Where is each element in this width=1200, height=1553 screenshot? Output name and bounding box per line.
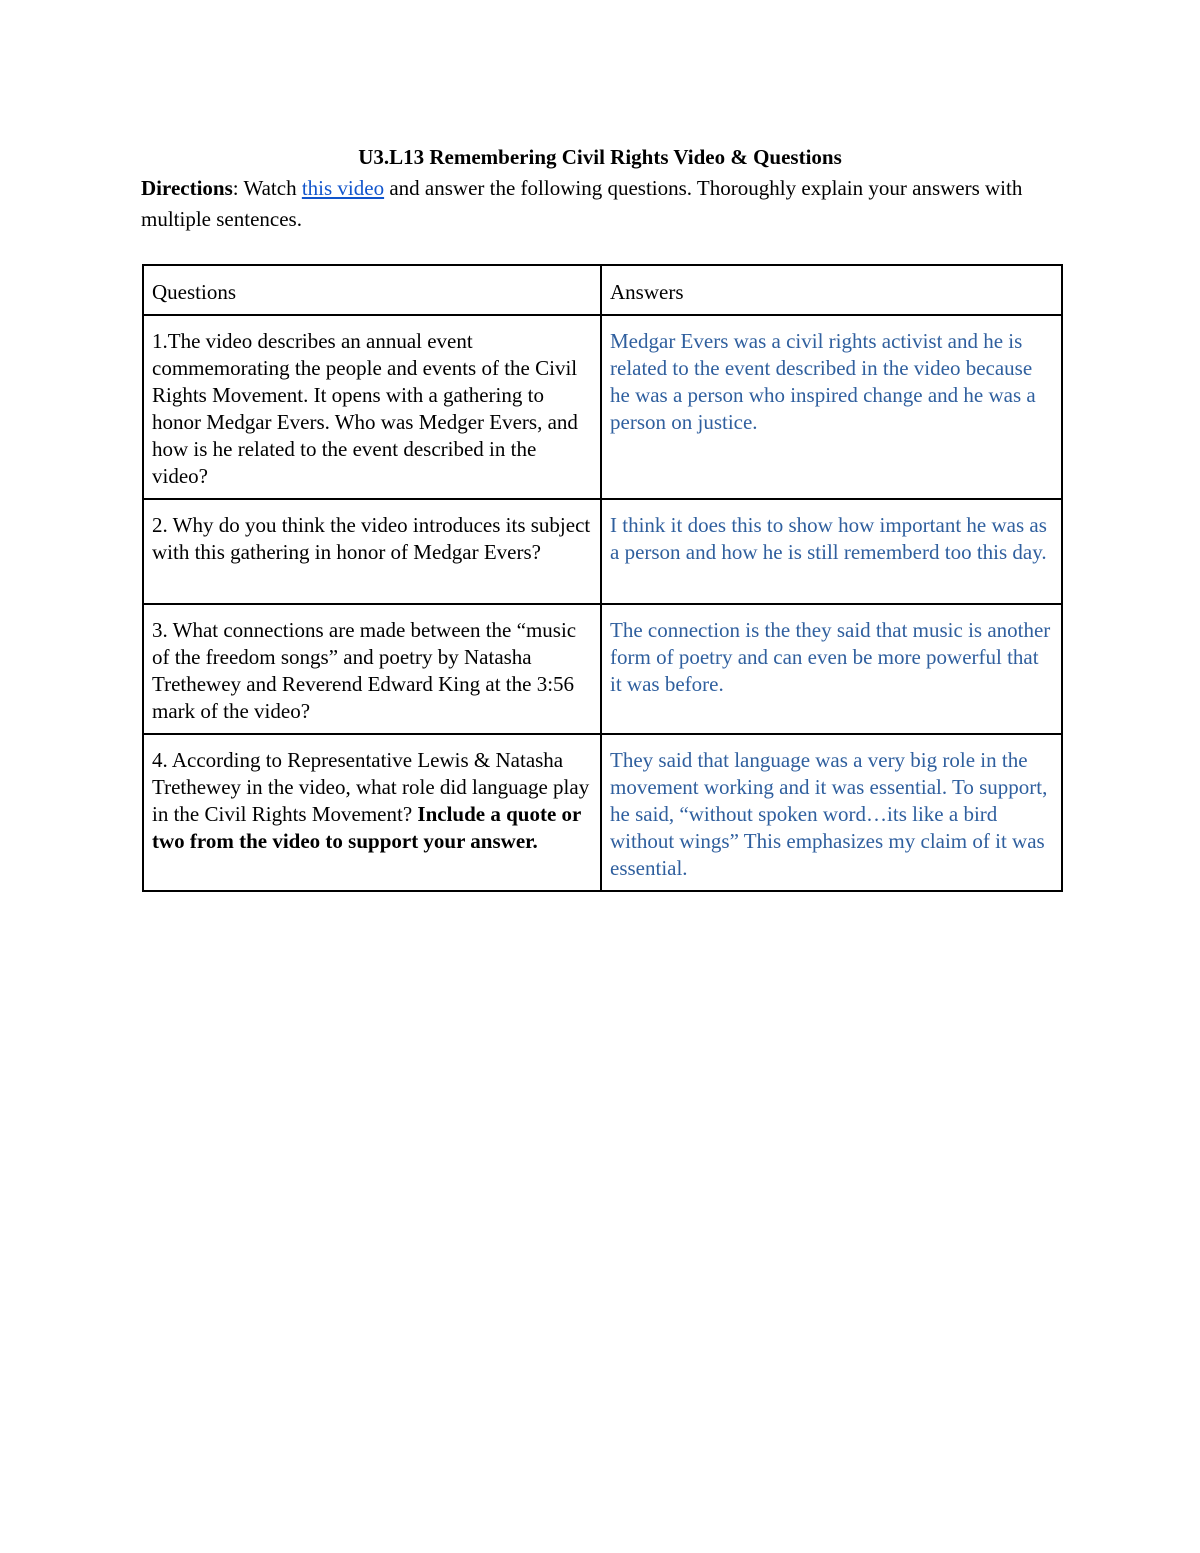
table-row: [143, 604, 1062, 734]
question-cell: 3. What connections are made between the “music of the freedom songs” and poetry by Natasha Trethewey and Reverend Edward King at the 3:56 mark of the video?: [143, 604, 601, 734]
question-cell: 2. Why do you think the video introduces its subject with this gathering in honor of Medgar Evers?: [143, 499, 601, 604]
answer-cell: They said that language was a very big role in the movement working and it was essential. To support, he said, “without spoken word…its like a bird without wings” This emphasizes my claim of it was essential.: [601, 734, 1062, 891]
directions-paragraph: [141, 173, 1041, 235]
answer-cell: The connection is the they said that music is another form of poetry and can even be more powerful that it was before.: [601, 604, 1062, 734]
questions-header: Questions: [143, 265, 601, 315]
questions-table: [142, 264, 1063, 892]
table-row: [143, 315, 1062, 499]
video-link[interactable]: this video: [301, 176, 385, 200]
question-bold-instruction: Include a quote or two from the video to support your answer.: [152, 802, 581, 853]
directions-text-before: : Watch: [232, 176, 302, 200]
table-row: [143, 499, 1062, 604]
answer-cell: I think it does this to show how important he was as a person and how he is still rememberd too this day.: [601, 499, 1062, 604]
table-header-row: [143, 265, 1062, 315]
directions-label: Directions: [141, 176, 233, 200]
answer-cell: Medgar Evers was a civil rights activist and he is related to the event described in the video because he was a person who inspired change and he was a person on justice.: [601, 315, 1062, 499]
question-cell: 1.The video describes an annual event commemorating the people and events of the Civil Rights Movement. It opens with a gathering to honor Medgar Evers. Who was Medger Evers, and how is he related to the event described in the video?: [143, 315, 601, 499]
directions-text-after: and answer the following questions. Thoroughly explain your answers with multiple sentences.: [141, 176, 1023, 231]
page-title: U3.L13 Remembering Civil Rights Video & Questions: [358, 145, 842, 169]
question-cell: [143, 734, 601, 891]
question-text: 4. According to Representative Lewis & Natasha Trethewey in the video, what role did language play in the Civil Rights Movement?: [152, 748, 590, 826]
table-row: [143, 734, 1062, 891]
answers-header: Answers: [601, 265, 1062, 315]
